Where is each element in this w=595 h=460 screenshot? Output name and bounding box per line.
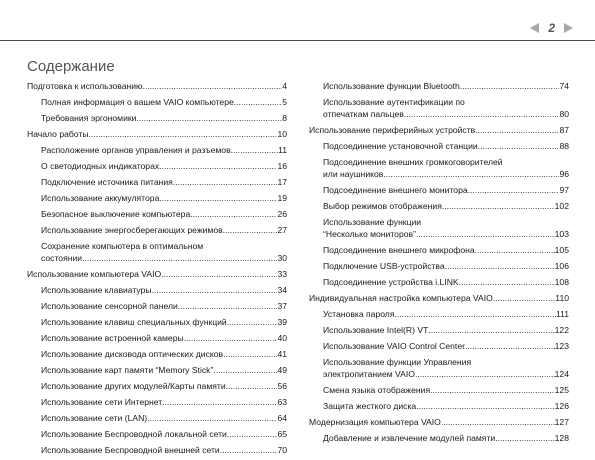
toc-entry-line (323, 80, 569, 92)
toc-entry-title: Подключение источника питания (41, 177, 173, 187)
toc-page-number: 49 (277, 365, 287, 375)
toc-entry-line (41, 252, 287, 264)
toc-subsection-entry[interactable] (27, 96, 287, 108)
toc-entry-line (309, 416, 569, 428)
toc-section-entry[interactable] (27, 80, 287, 92)
toc-dot-leader (428, 324, 554, 336)
toc-page-number: 65 (277, 429, 287, 439)
toc-dot-leader (394, 308, 555, 320)
toc-dot-leader (442, 200, 555, 212)
toc-dot-leader (136, 112, 282, 124)
toc-page-number: 125 (554, 385, 569, 395)
toc-entry-line (323, 184, 569, 196)
toc-subsection-entry[interactable] (309, 140, 569, 152)
toc-entry-line (27, 80, 287, 92)
toc-entry-line (323, 140, 569, 152)
toc-entry-line (27, 268, 287, 280)
toc-entry-title: отпечаткам пальцев (323, 109, 404, 119)
toc-page-number: 111 (555, 309, 569, 319)
toc-page-number: 123 (554, 341, 569, 351)
toc-dot-leader (468, 184, 560, 196)
toc-page-number: 5 (282, 97, 287, 107)
toc-subsection-entry[interactable] (27, 380, 287, 392)
toc-page-number: 34 (277, 285, 287, 295)
toc-entry-line (323, 216, 569, 228)
toc-entry-title: Подсоединение установочной станции (323, 141, 478, 151)
toc-subsection-entry[interactable] (27, 316, 287, 328)
toc-page-number: 33 (277, 269, 287, 279)
toc-entry-title: Полная информация о вашем VAIO компьютере (41, 97, 234, 107)
toc-entry-title: Подсоединение внешнего микрофона (323, 245, 475, 255)
toc-dot-leader (162, 396, 277, 408)
toc-entry-line (41, 192, 287, 204)
toc-page-number: 74 (559, 81, 569, 91)
toc-dot-leader (234, 96, 282, 108)
toc-section-entry[interactable] (27, 128, 287, 140)
toc-dot-leader (184, 332, 278, 344)
toc-entry-title: Использование энергосберегающих режимов (41, 225, 223, 235)
toc-dot-leader (493, 292, 556, 304)
toc-entry-line (41, 300, 287, 312)
next-page-icon[interactable] (564, 23, 573, 33)
toc-entry-line (323, 308, 569, 320)
toc-entry-title: Использование Intel(R) VT (323, 325, 429, 335)
toc-page-number: 27 (277, 225, 287, 235)
toc-entry-line (323, 168, 569, 180)
toc-section-entry[interactable] (27, 268, 287, 280)
toc-dot-leader (82, 252, 277, 264)
toc-page-number: 80 (559, 109, 569, 119)
page-number: 2 (548, 21, 555, 35)
toc-subsection-entry[interactable] (27, 428, 287, 440)
toc-page-number: 41 (277, 349, 287, 359)
toc-dot-leader (190, 208, 277, 220)
toc-entry-line (41, 316, 287, 328)
toc-entry-line (41, 444, 287, 456)
toc-entry-title: Использование Беспроводной внешней сети (41, 445, 220, 455)
toc-page-number: 105 (554, 245, 569, 255)
header-divider (0, 40, 595, 41)
toc-page-number: 26 (277, 209, 287, 219)
toc-entry-line (323, 228, 569, 240)
toc-entry-title: Подсоединение устройства i.LINK (323, 277, 459, 287)
toc-dot-leader (152, 284, 278, 296)
toc-entry-title: Использование Беспроводной локальной сети (41, 429, 227, 439)
toc-entry-line (41, 428, 287, 440)
toc-dot-leader (459, 276, 555, 288)
toc-page-number: 17 (277, 177, 287, 187)
toc-entry-title: Использование функции Управления (323, 357, 472, 367)
toc-page-number: 102 (554, 201, 569, 211)
toc-entry-title: Защита жесткого диска (323, 401, 417, 411)
toc-entry-line (41, 96, 287, 108)
toc-page-number: 126 (554, 401, 569, 411)
toc-right-column (309, 80, 569, 448)
toc-entry-title: Требования эргономики (41, 113, 137, 123)
toc-entry-title: или наушников (323, 169, 384, 179)
toc-entry-line (41, 284, 287, 296)
toc-entry-title: Безопасное выключение компьютера (41, 209, 191, 219)
toc-entry-line (323, 384, 569, 396)
toc-dot-leader (475, 124, 559, 136)
toc-entry-title: О светодиодных индикаторах (41, 161, 160, 171)
toc-entry-title: Использование дисковода оптических дисков (41, 349, 224, 359)
toc-entry-line (323, 156, 569, 168)
toc-subsection-entry[interactable] (27, 160, 287, 172)
toc-page-number: 97 (559, 185, 569, 195)
toc-subsection-entry[interactable] (309, 244, 569, 256)
toc-entry-title: Использование сети (LAN) (41, 413, 148, 423)
toc-dot-leader (159, 192, 277, 204)
toc-entry-line (41, 380, 287, 392)
toc-subsection-entry[interactable] (309, 216, 569, 240)
toc-section-entry[interactable] (309, 416, 569, 428)
toc-subsection-entry[interactable] (309, 260, 569, 272)
toc-entry-line (323, 368, 569, 380)
toc-dot-leader (475, 244, 555, 256)
toc-entry-title: Использование клавиатуры (41, 285, 152, 295)
toc-page-number: 87 (559, 125, 569, 135)
toc-subsection-entry[interactable] (27, 176, 287, 188)
toc-dot-leader (445, 260, 555, 272)
toc-entry-title: “Несколько мониторов” (323, 229, 416, 239)
toc-page-number: 56 (277, 381, 287, 391)
toc-entry-title: Подсоединение внешнего монитора (323, 185, 468, 195)
toc-entry-line (323, 340, 569, 352)
toc-entry-line (41, 224, 287, 236)
toc-entry-title: Использование встроенной камеры (41, 333, 184, 343)
toc-entry-line (27, 128, 287, 140)
toc-dot-leader (220, 444, 278, 456)
toc-dot-leader (415, 368, 555, 380)
toc-page-number: 103 (554, 229, 569, 239)
toc-entry-title: Установка пароля (323, 309, 395, 319)
toc-page-number: 64 (277, 413, 287, 423)
toc-entry-line (41, 176, 287, 188)
toc-entry-title: Использование функции (323, 217, 422, 227)
toc-subsection-entry[interactable] (27, 444, 287, 456)
toc-page-number: 88 (559, 141, 569, 151)
toc-entry-line (41, 364, 287, 376)
toc-dot-leader (223, 224, 278, 236)
toc-page-number: 16 (277, 161, 287, 171)
toc-subsection-entry[interactable] (309, 200, 569, 212)
toc-entry-title: Использование VAIO Control Center (323, 341, 465, 351)
toc-entry-title: Использование аутентификации по (323, 97, 465, 107)
toc-entry-line (323, 432, 569, 444)
toc-page-number: 122 (554, 325, 569, 335)
toc-entry-title: Использование периферийных устройств (309, 125, 476, 135)
toc-subsection-entry[interactable] (27, 284, 287, 296)
toc-page-number: 63 (277, 397, 287, 407)
toc-page-number: 110 (555, 293, 569, 303)
toc-dot-leader (404, 108, 560, 120)
toc-dot-leader (383, 168, 559, 180)
toc-subsection-entry[interactable] (27, 364, 287, 376)
toc-dot-leader (227, 316, 278, 328)
toc-entry-line (323, 400, 569, 412)
toc-subsection-entry[interactable] (309, 80, 569, 92)
toc-entry-line (41, 412, 287, 424)
toc-entry-line (41, 208, 287, 220)
toc-entry-title: Использование клавиш специальных функций (41, 317, 227, 327)
toc-entry-title: Использование сети Интернет (41, 397, 163, 407)
page-title: Содержание (27, 58, 115, 75)
toc-dot-leader (478, 140, 560, 152)
toc-entry-line (41, 144, 287, 156)
toc-subsection-entry[interactable] (309, 384, 569, 396)
toc-page-number: 128 (554, 433, 569, 443)
toc-entry-title: Использование компьютера VAIO (27, 269, 162, 279)
toc-subsection-entry[interactable] (309, 96, 569, 120)
toc-subsection-entry[interactable] (27, 112, 287, 124)
toc-dot-leader (227, 428, 278, 440)
toc-subsection-entry[interactable] (27, 224, 287, 236)
toc-entry-line (323, 356, 569, 368)
toc-subsection-entry[interactable] (27, 412, 287, 424)
toc-subsection-entry[interactable] (27, 208, 287, 220)
toc-dot-leader (173, 176, 278, 188)
toc-entry-line (323, 244, 569, 256)
toc-subsection-entry[interactable] (309, 308, 569, 320)
toc-entry-title: Подготовка к использованию (27, 81, 143, 91)
toc-entry-title: Использование карт памяти “Memory Stick” (41, 365, 214, 375)
toc-dot-leader (430, 384, 555, 396)
toc-section-entry[interactable] (309, 292, 569, 304)
toc-entry-title: Использование сенсорной панели (41, 301, 178, 311)
toc-dot-leader (142, 80, 282, 92)
toc-page-number: 30 (277, 253, 287, 263)
toc-page-number: 106 (554, 261, 569, 271)
toc-entry-line (41, 112, 287, 124)
toc-entry-line (41, 240, 287, 252)
toc-page-number: 8 (282, 113, 287, 123)
toc-dot-leader (416, 228, 555, 240)
toc-entry-line (323, 200, 569, 212)
toc-dot-leader (178, 300, 278, 312)
toc-dot-leader (465, 340, 555, 352)
toc-entry-title: Использование аккумулятора (41, 193, 160, 203)
toc-entry-title: электропитанием VAIO (323, 369, 415, 379)
toc-subsection-entry[interactable] (27, 396, 287, 408)
toc-page-number: 124 (554, 369, 569, 379)
toc-page-number: 127 (554, 417, 569, 427)
toc-entry-line (323, 324, 569, 336)
toc-entry-title: Расположение органов управления и разъемов (41, 145, 231, 155)
toc-subsection-entry[interactable] (27, 144, 287, 156)
toc-page-number: 4 (282, 81, 287, 91)
toc-entry-title: Начало работы (27, 129, 89, 139)
toc-dot-leader (159, 160, 277, 172)
toc-subsection-entry[interactable] (27, 348, 287, 360)
toc-entry-line (309, 292, 569, 304)
toc-page-number: 37 (277, 301, 287, 311)
toc-dot-leader (213, 364, 277, 376)
toc-page-number: 96 (559, 169, 569, 179)
toc-subsection-entry[interactable] (27, 300, 287, 312)
toc-page-number: 10 (277, 129, 287, 139)
toc-entry-title: Подсоединение внешних громкоговорителей (323, 157, 503, 167)
toc-subsection-entry[interactable] (309, 432, 569, 444)
toc-entry-line (41, 160, 287, 172)
toc-entry-line (323, 276, 569, 288)
toc-dot-leader (495, 432, 554, 444)
toc-entry-title: Добавление и извлечение модулей памяти (323, 433, 496, 443)
toc-subsection-entry[interactable] (27, 192, 287, 204)
toc-section-entry[interactable] (309, 124, 569, 136)
toc-entry-title: Использование других модулей/Карты памяти (41, 381, 226, 391)
previous-page-icon[interactable] (530, 23, 539, 33)
toc-page-number: 108 (554, 277, 569, 287)
toc-dot-leader (147, 412, 277, 424)
toc-entry-title: Смена языка отображения (323, 385, 431, 395)
toc-entry-title: Подключение USB-устройства (323, 261, 445, 271)
toc-dot-leader (226, 380, 278, 392)
toc-entry-line (323, 96, 569, 108)
page-navigation (530, 22, 573, 34)
toc-entry-line (323, 108, 569, 120)
toc-dot-leader (460, 80, 560, 92)
toc-dot-leader (231, 144, 278, 156)
toc-entry-line (309, 124, 569, 136)
toc-dot-leader (441, 416, 555, 428)
toc-dot-leader (161, 268, 277, 280)
toc-entry-title: состоянии (41, 253, 83, 263)
toc-entry-title: Индивидуальная настройка компьютера VAIO (309, 293, 493, 303)
toc-subsection-entry[interactable] (309, 400, 569, 412)
toc-subsection-entry[interactable] (309, 276, 569, 288)
toc-entry-line (41, 396, 287, 408)
toc-page-number: 11 (278, 145, 287, 155)
toc-subsection-entry[interactable] (309, 356, 569, 380)
toc-page-number: 19 (277, 193, 287, 203)
toc-entry-line (41, 332, 287, 344)
toc-subsection-entry[interactable] (309, 156, 569, 180)
toc-entry-line (41, 348, 287, 360)
toc-subsection-entry[interactable] (309, 324, 569, 336)
toc-entry-line (323, 260, 569, 272)
toc-page-number: 70 (277, 445, 287, 455)
toc-entry-title: Модернизация компьютера VAIO (309, 417, 441, 427)
toc-entry-title: Выбор режимов отображения (323, 201, 442, 211)
toc-entry-title: Сохранение компьютера в оптимальном (41, 241, 204, 251)
toc-page-number: 39 (277, 317, 287, 327)
toc-left-column (27, 80, 287, 460)
toc-dot-leader (89, 128, 278, 140)
toc-entry-title: Использование функции Bluetooth (323, 81, 460, 91)
toc-dot-leader (223, 348, 277, 360)
toc-subsection-entry[interactable] (309, 184, 569, 196)
toc-subsection-entry[interactable] (309, 340, 569, 352)
toc-dot-leader (416, 400, 554, 412)
toc-subsection-entry[interactable] (27, 240, 287, 264)
toc-subsection-entry[interactable] (27, 332, 287, 344)
toc-page-number: 40 (277, 333, 287, 343)
